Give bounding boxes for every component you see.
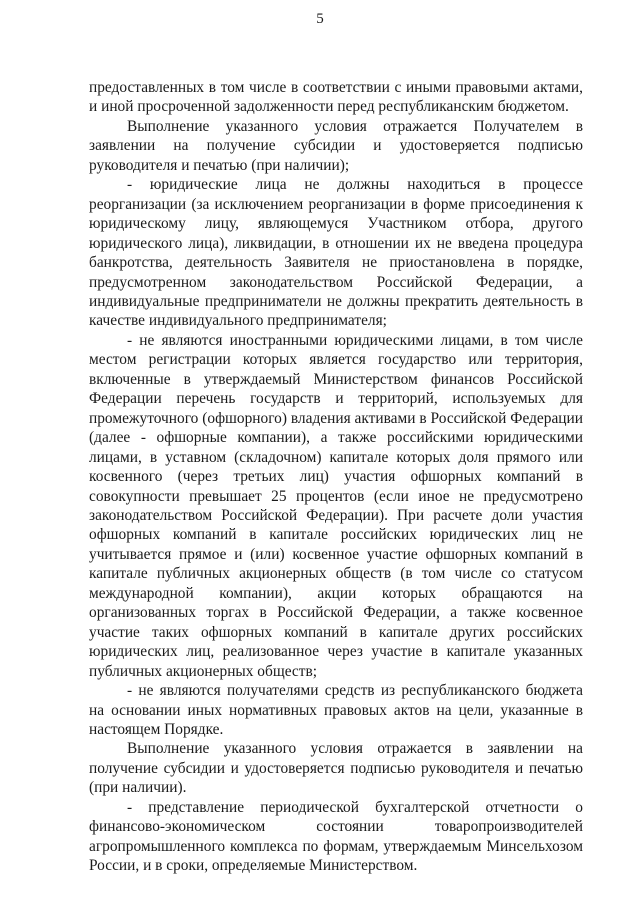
paragraph-offshore-requirement: - не являются иностранными юридическими лицами, в том числе местом регистрации которых является государство или территория, включенные в утверждаемый Министерством финансов Российской Федерации перечень государств и территорий, используемых для промежуточного (офшорного) владения активами в Российской Федерации (далее - офшорные компании), а также российскими юридическими лицами, в уставном (складочном) капитале которых доля прямого или косвенного (через третьих лиц) участия офшорных компаний в совокупности превышает 25 процентов (если иное не предусмотрено законодательством Российской Федерации). При расчете доли участия офшорных компаний в капитале российских юридических лиц не учитывается прямое и (или) косвенное участие офшорных компаний в капитале публичных акционерных обществ (в том числе со статусом международной компании), акции которых обращаются на организованных торгах в Российской Федерации, а также косвенное участие таких офшорных компаний в капитале других российских юридических лиц, реализованное через участие в капитале указанных публичных акционерных обществ; — [89, 331, 583, 680]
paragraph-reporting-requirement: - представление периодической бухгалтерской отчетности о финансово-экономическом состоянии товаропроизводителей агропромышленного комплекса по формам, утверждаемым Минсельхозом России, и в сроки, определяемые Министерством. — [89, 798, 583, 875]
paragraph-budget-funds-requirement: - не являются получателями средств из республиканского бюджета на основании иных нормативных правовых актов на цели, указанные в настоящем Порядке. — [89, 682, 583, 738]
page-number: 5 — [316, 11, 324, 27]
paragraph-debt-continuation: предоставленных в том числе в соответствии с иными правовыми актами, и иной просроченной задолженности перед республиканским бюджетом. — [89, 79, 583, 116]
paragraph-condition-statement-2: Выполнение указанного условия отражается в заявлении на получение субсидии и удостоверяется подписью руководителя и печатью (при наличии). — [89, 740, 583, 797]
document-body — [89, 78, 583, 876]
paragraph-condition-statement-1: Выполнение указанного условия отражается Получателем в заявлении на получение субсидии и удостоверяется подписью руководителя и печатью (при наличии); — [89, 117, 583, 174]
paragraph-reorganization-requirement: - юридические лица не должны находиться в процессе реорганизации (за исключением реорганизации в форме присоединения к юридическому лицу, являющемуся Участником отбора, другого юридического лица), ликвидации, в отношении их не введена процедура банкротства, деятельность Заявителя не приостановлена в порядке, предусмотренном законодательством Российской Федерации, а индивидуальные предприниматели не должны прекратить деятельность в качестве индивидуального предпринимателя; — [89, 176, 583, 330]
